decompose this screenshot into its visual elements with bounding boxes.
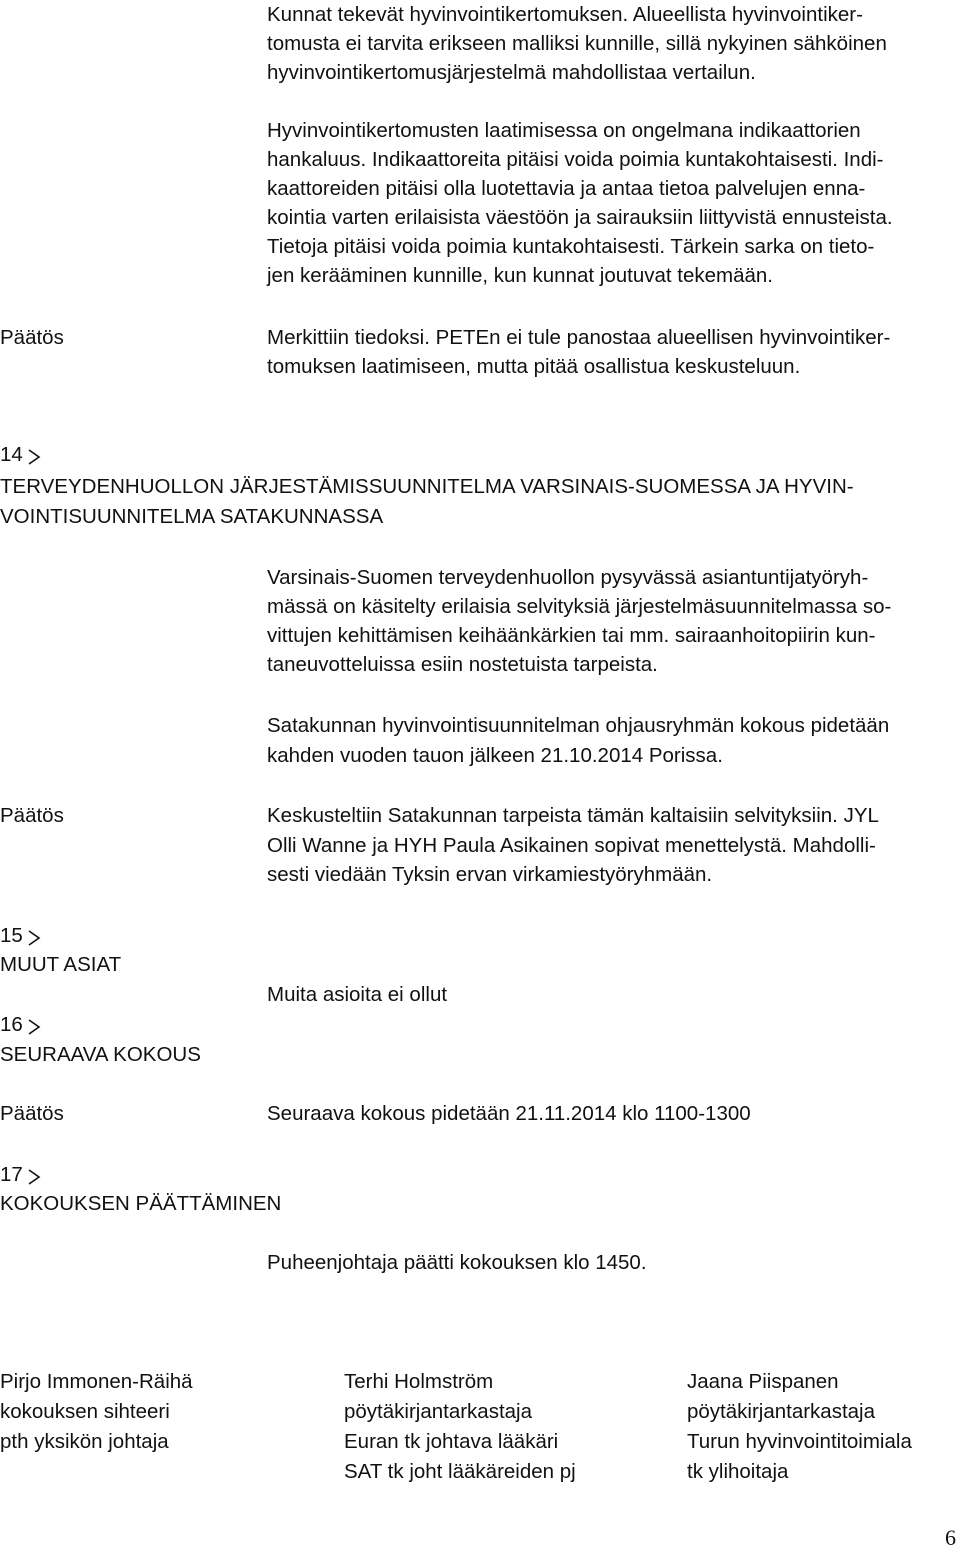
signature-role: Euran tk johtava lääkäri [344,1430,559,1453]
section-number: 17 [0,1160,41,1189]
signature-block [0,1367,193,1457]
text-line: mässä on käsitelty erilaisia selvityksiä järjestelmäsuunnitelmassa so- [267,595,892,618]
signature-role: tk ylihoitaja [687,1460,789,1483]
signature-role: pöytäkirjantarkastaja [687,1400,876,1423]
text-line: Hyvinvointikertomusten laatimisessa on ongelmana indikaattorien [267,119,861,142]
text-line: Merkittiin tiedoksi. PETEn ei tule panostaa alueellisen hyvinvointiker- [267,326,891,349]
text-line: Kunnat tekevät hyvinvointikertomuksen. Alueellista hyvinvointiker- [267,3,863,26]
text-line: kaattoreiden pitäisi olla luotettavia ja antaa tietoa palvelujen enna- [267,177,866,200]
signature-role: SAT tk joht lääkäreiden pj [344,1460,576,1483]
section-mark-icon [27,930,41,944]
text-line: tomuksen laatimiseen, mutta pitää osallistua keskusteluun. [267,355,801,378]
page-number: 6 [945,1525,956,1550]
signature-role: Turun hyvinvointitoimiala [687,1430,912,1453]
section-title: SEURAAVA KOKOUS [0,1043,201,1066]
section-title: VOINTISUUNNITELMA SATAKUNNASSA [0,505,384,528]
text-line: kahden vuoden tauon jälkeen 21.10.2014 Porissa. [267,744,723,767]
text-line: tomusta ei tarvita erikseen malliksi kunnille, sillä nykyinen sähköinen [267,32,887,55]
section-title: KOKOUKSEN PÄÄTTÄMINEN [0,1192,282,1215]
section-mark-icon [27,1019,41,1033]
text-line: Muita asioita ei ollut [267,983,448,1006]
section-number: 16 [0,1010,41,1039]
text-line: Varsinais-Suomen terveydenhuollon pysyvässä asiantuntijatyöryh- [267,566,869,589]
decision-label: Päätös [0,1102,64,1125]
text-line: kointia varten erilaisista väestöön ja sairauksiin liittyvistä ennusteista. [267,206,893,229]
text-line: vittujen kehittämisen keihäänkärkien tai mm. sairaanhoitopiirin kun- [267,624,876,647]
decision-label: Päätös [0,804,64,827]
text-line: Keskusteltiin Satakunnan tarpeista tämän kaltaisiin selvityksiin. JYL [267,804,879,827]
text-line: hyvinvointikertomusjärjestelmä mahdollistaa vertailun. [267,61,756,84]
signature-name: Jaana Piispanen [687,1370,839,1393]
section-title: MUUT ASIAT [0,953,122,976]
text-line: hankaluus. Indikaattoreita pitäisi voida poimia kuntakohtaisesti. Indi- [267,148,884,171]
section-mark-icon [27,1169,41,1183]
signature-block [687,1367,912,1487]
text-line: jen kerääminen kunnille, kun kunnat joutuvat tekemään. [267,264,773,287]
signature-name: Terhi Holmström [344,1370,494,1393]
text-line: taneuvotteluissa esiin nostetuista tarpeista. [267,653,658,676]
text-line: Seuraava kokous pidetään 21.11.2014 klo 1100-1300 [267,1102,751,1125]
signature-block [344,1367,576,1487]
signature-role: pth yksikön johtaja [0,1430,169,1453]
signature-role: pöytäkirjantarkastaja [344,1400,533,1423]
text-line: Tietoja pitäisi voida poimia kuntakohtaisesti. Tärkein sarka on tieto- [267,235,875,258]
text-line: Olli Wanne ja HYH Paula Asikainen sopivat menettelystä. Mahdolli- [267,834,876,857]
signature-role: kokouksen sihteeri [0,1400,170,1423]
section-number: 15 [0,921,41,950]
decision-label: Päätös [0,326,64,349]
signature-name: Pirjo Immonen-Räihä [0,1370,193,1393]
text-line: sesti viedään Tyksin ervan virkamiestyöryhmään. [267,863,713,886]
section-title: TERVEYDENHUOLLON JÄRJESTÄMISSUUNNITELMA VARSINAIS-SUOMESSA JA HYVIN- [0,475,854,498]
text-line: Puheenjohtaja päätti kokouksen klo 1450. [267,1251,647,1274]
text-line: Satakunnan hyvinvointisuunnitelman ohjausryhmän kokous pidetään [267,714,890,737]
section-mark-icon [27,449,41,463]
section-number: 14 [0,440,41,469]
